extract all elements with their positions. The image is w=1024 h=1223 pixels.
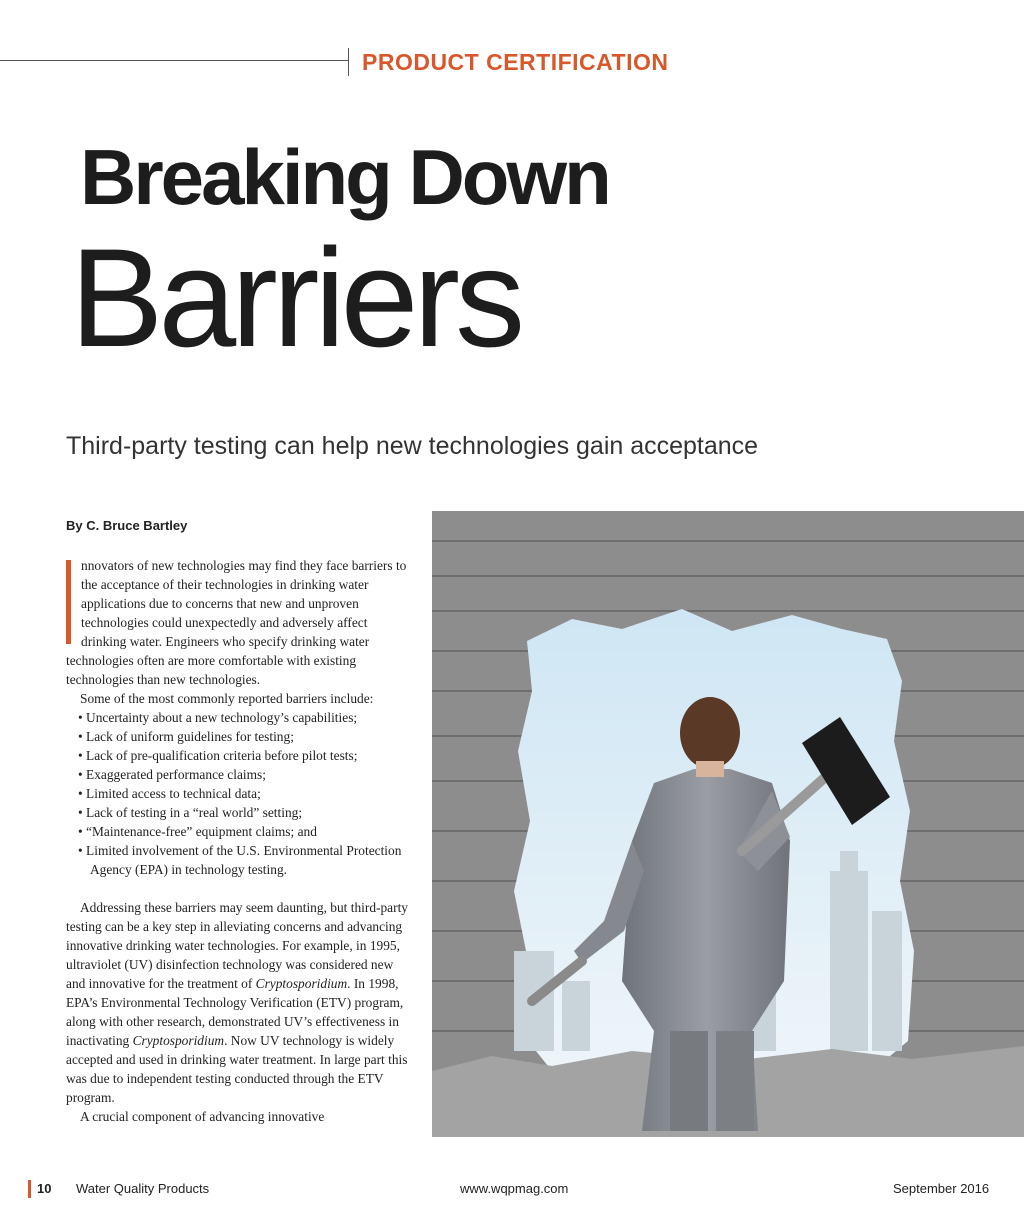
italic-term: Cryptosporidium (255, 976, 348, 991)
website-link[interactable]: www.wqpmag.com (460, 1181, 569, 1196)
article-subtitle: Third-party testing can help new technologies gain acceptance (66, 432, 759, 460)
paragraph-text: . In 1998, EPA’s Environmental Technology Verification (ETV) program, along with other research, demonstrated UV’s effectiveness in inactivating (66, 976, 404, 1048)
article-title-line1: Breaking Down (80, 133, 609, 221)
header-rule-tick (348, 48, 349, 76)
paragraph-closing: A crucial component of advancing innovative (80, 1109, 325, 1124)
barriers-list (66, 708, 411, 879)
publication-name: Water Quality Products (76, 1181, 210, 1196)
hero-photo-man-with-sledgehammer (432, 511, 1024, 1137)
article-body (66, 556, 411, 1126)
list-item: • Limited access to technical data; (78, 784, 411, 803)
issue-date: September 2016 (893, 1181, 990, 1196)
list-item: • Exaggerated performance claims; (78, 765, 411, 784)
section-label: PRODUCT CERTIFICATION (362, 49, 669, 75)
paragraph-uv-example (66, 898, 411, 1107)
list-item: • Limited involvement of the U.S. Environmental Protection Agency (EPA) in technology testing. (78, 841, 411, 879)
paragraph-text: Addressing these barriers may seem daunting, but third-party testing can be a key step in alleviating concerns and advancing innovative drinking water technologies. For example, in 1995, ultraviolet (UV) disinfection technology was considered new and innovative for the treatment of (66, 900, 408, 991)
list-item: • Lack of uniform guidelines for testing; (78, 727, 411, 746)
head (680, 697, 740, 769)
paragraph-text: . Now UV technology is widely accepted and used in drinking water treatment. In large part this was due to independent testing conducted through the ETV program. (66, 1033, 408, 1105)
list-item: • Uncertainty about a new technology’s capabilities; (78, 708, 411, 727)
footer-accent-bar (28, 1180, 31, 1198)
paragraph-intro-text: nnovators of new technologies may find they face barriers to the acceptance of their technologies in drinking water applications due to concerns that new and unproven technologies could unexpectedly and adversely affect drinking water. Engineers who specify drinking water technologies often are more comfortable with existing technologies than new technologies. (66, 558, 407, 687)
header-rule (0, 60, 348, 61)
list-item: • Lack of pre-qualification criteria before pilot tests; (78, 746, 411, 765)
drop-cap-bar (66, 560, 71, 644)
byline: By C. Bruce Bartley (66, 518, 188, 533)
photo-illustration (432, 511, 1024, 1137)
paragraph-intro (66, 556, 411, 689)
article-title-line2: Barriers (70, 219, 521, 376)
paragraph-barriers-intro: Some of the most commonly reported barriers include: (80, 691, 374, 706)
list-item: • Lack of testing in a “real world” setting; (78, 803, 411, 822)
italic-term: Cryptosporidium (132, 1033, 225, 1048)
page-number: 10 (37, 1181, 52, 1196)
list-item: • “Maintenance-free” equipment claims; and (78, 822, 411, 841)
